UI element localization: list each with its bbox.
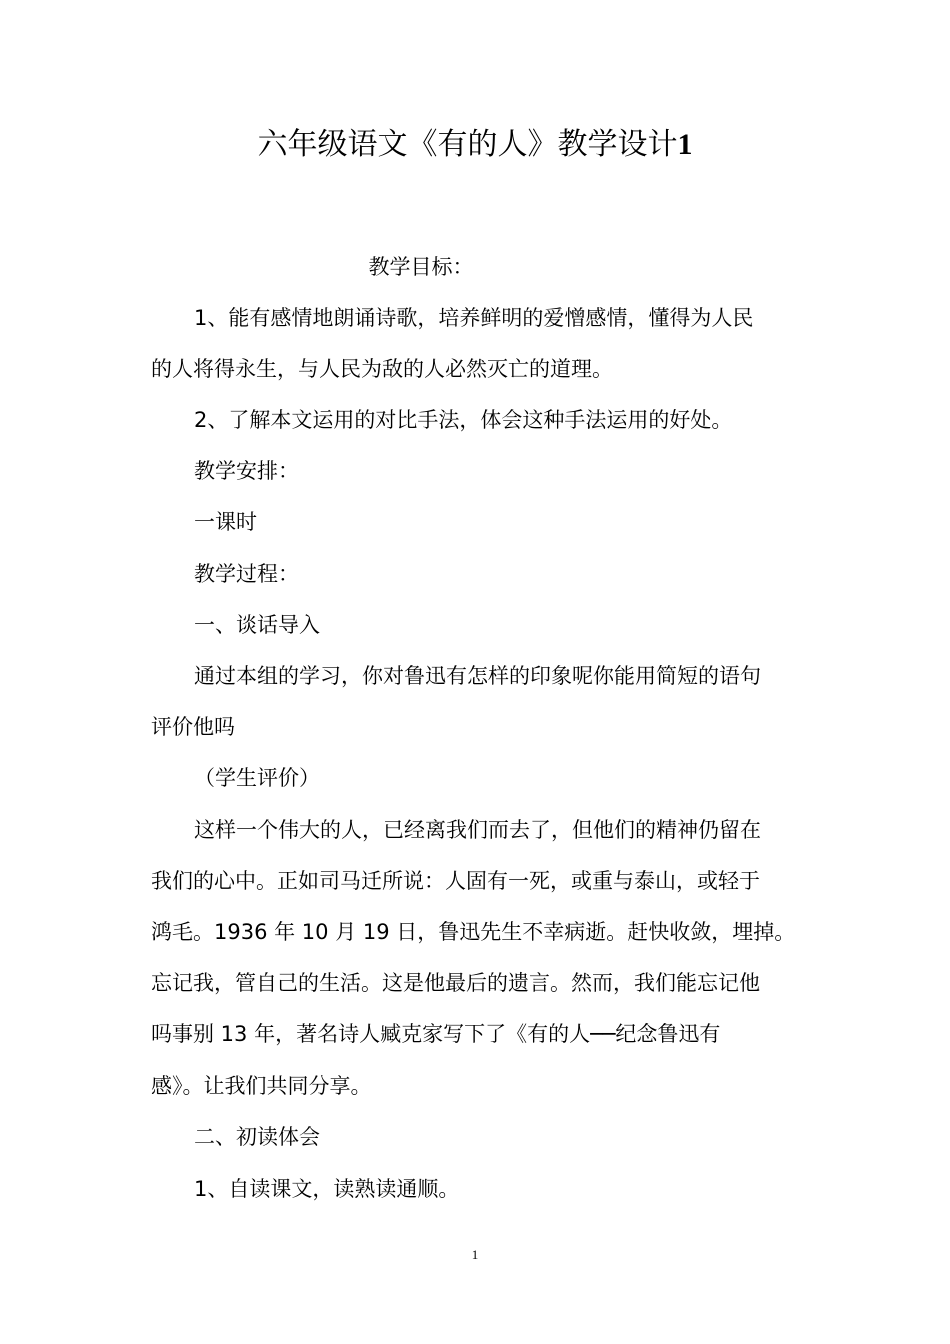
paragraph-line: 感》。让我们共同分享。	[151, 1074, 372, 1098]
title-text: 六年级语文《有的人》教学设计	[257, 127, 678, 162]
section-heading: 一、谈话导入	[194, 613, 320, 637]
paragraph-line: 我们的心中。正如司马迁所说：人固有一死，或重与泰山，或轻于	[151, 869, 760, 893]
paragraph-line: 1、自读课文，读熟读通顺。	[194, 1177, 460, 1201]
page-number: 1	[471, 1247, 479, 1262]
paragraph-line: 1、能有感情地朗诵诗歌，培养鲜明的爱憎感情，懂得为人民	[194, 306, 754, 330]
paragraph-line: 吗事别 13 年，著名诗人臧克家写下了《有的人──纪念鲁迅有	[151, 1022, 721, 1046]
title-number: 1	[677, 128, 693, 161]
section-heading: 二、初读体会	[194, 1125, 320, 1149]
paragraph-line: 的人将得永生，与人民为敌的人必然灭亡的道理。	[151, 357, 613, 381]
paragraph-line: 评价他吗	[151, 715, 235, 739]
heading-teaching-goals: 教学目标：	[368, 255, 474, 279]
paragraph-line: 通过本组的学习，你对鲁迅有怎样的印象呢你能用简短的语句	[194, 664, 761, 688]
paragraph-line: 忘记我，管自己的生活。这是他最后的遗言。然而，我们能忘记他	[151, 971, 760, 995]
paragraph-line: 2、了解本文运用的对比手法，体会这种手法运用的好处。	[194, 408, 733, 432]
heading-teaching-process: 教学过程：	[194, 562, 299, 586]
paragraph-line: 鸿毛。1936 年 10 月 19 日，鲁迅先生不幸病逝。赶快收敛，埋掉。	[151, 920, 796, 944]
paragraph-line: 这样一个伟大的人，已经离我们而去了，但他们的精神仍留在	[194, 818, 761, 842]
paragraph-line: （学生评价）	[194, 766, 320, 790]
document-title	[0, 122, 950, 168]
paragraph-line: 一课时	[194, 510, 257, 534]
heading-teaching-arrangement: 教学安排：	[194, 459, 299, 483]
